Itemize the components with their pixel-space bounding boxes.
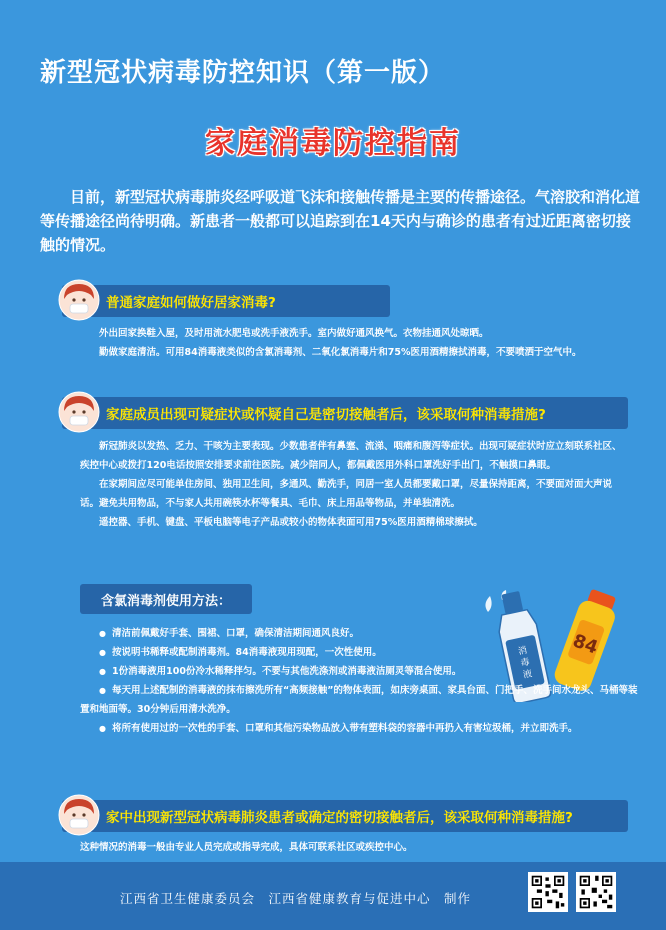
bottle-label-text: 液 — [522, 669, 534, 681]
question-bar-2 — [62, 397, 628, 429]
section-2-paragraph-2: 在家期间应尽可能单住房间、独用卫生间，多通风、勤洗手，同居一室人员都要戴口罩，尽量保持距离，不要面对面大声说话。避免共用物品，不与家人共用碗筷水杯等餐具、毛巾、床上用品等物品，并单独清洗。 — [80, 479, 613, 509]
section-1-paragraph-1: 外出回家换鞋入屋，及时用流水肥皂或洗手液洗手。室内做好通风换气。衣物挂通风处晾晒。 — [99, 328, 489, 339]
section-3-body — [80, 838, 630, 857]
footer — [0, 862, 666, 930]
section-2-body — [80, 437, 630, 532]
section-2-paragraph-3: 遥控器、手机、键盘、平板电脑等电子产品或较小的物体表面可用75%医用酒精棉球擦拭。 — [99, 517, 483, 528]
qr-code-icon[interactable] — [576, 872, 616, 912]
section-1-body — [80, 324, 630, 362]
chlorine-bullet-2: ● 按说明书稀释或配制消毒剂。84消毒液现用现配，一次性使用。 — [80, 643, 640, 662]
question-text-2: 家庭成员出现可疑症状或怀疑自己是密切接触者后，该采取何种消毒措施? — [106, 407, 546, 423]
page-title: 新型冠状病毒防控知识（第一版） — [40, 58, 446, 88]
question-text-1: 普通家庭如何做好居家消毒? — [106, 295, 276, 311]
chlorine-bullet-4: ● 每天用上述配制的消毒液的抹布擦洗所有“高频接触”的物体表面，如床旁桌面、家具台面、门把手、洗手间水龙头、马桶等装置和地面等。30分钟后用清水洗净。 — [80, 681, 640, 719]
chlorine-heading: 含氯消毒剂使用方法： — [80, 584, 252, 614]
bottle-label-text: 毒 — [519, 657, 531, 670]
section-3-paragraph-1: 这种情况的消毒一般由专业人员完成或指导完成，具体可联系社区或疾控中心。 — [80, 842, 413, 853]
avatar-icon — [58, 794, 100, 836]
question-text-3: 家中出现新型冠状病毒肺炎患者或确定的密切接触者后，该采取何种消毒措施? — [106, 810, 573, 826]
chlorine-bullet-5: ● 将所有使用过的一次性的手套、口罩和其他污染物品放入带有塑料袋的容器中再扔入有害垃圾桶，并立即洗手。 — [80, 719, 640, 738]
bottle-label-text: 消 — [517, 645, 529, 658]
section-2-paragraph-1: 新冠肺炎以发热、乏力、干咳为主要表现。少数患者伴有鼻塞、流涕、咽痛和腹泻等症状。出现可疑症状时应立刻联系社区、疾控中心或拨打120电话按照安排要求前往医院。减少陪同人，都佩戴医用外科口罩洗好手出门，不触摸口鼻眼。 — [80, 441, 622, 471]
chlorine-bullet-1: ● 清洁前佩戴好手套、围裙、口罩，确保清洁期间通风良好。 — [80, 624, 640, 643]
question-bar-1 — [62, 285, 390, 317]
section-1-paragraph-2: 勤做家庭清洁。可用84消毒液类似的含氯消毒剂、二氧化氯消毒片和75%医用酒精擦拭消毒，不要喷洒于空气中。 — [99, 347, 582, 358]
page-subtitle: 家庭消毒防控指南 — [205, 126, 461, 161]
bottle-number-text: 84 — [569, 630, 601, 659]
question-bar-3 — [62, 800, 628, 832]
chlorine-bullets — [80, 624, 640, 738]
avatar-icon — [58, 391, 100, 433]
intro-paragraph: 目前，新型冠状病毒肺炎经呼吸道飞沫和接触传播是主要的传播途径。气溶胶和消化道等传播途径尚待明确。新患者一般都可以追踪到在14天内与确诊的患者有过近距离密切接触的情况。 — [40, 188, 641, 254]
chlorine-bullet-3: ● 1份消毒液用100份冷水稀释拌匀。不要与其他洗涤剂或消毒液洁厕灵等混合使用。 — [80, 662, 480, 681]
qr-code-icon[interactable] — [528, 872, 568, 912]
footer-organizations: 江西省卫生健康委员会 江西省健康教育与促进中心 制作 — [120, 891, 472, 906]
avatar-icon — [58, 279, 100, 321]
